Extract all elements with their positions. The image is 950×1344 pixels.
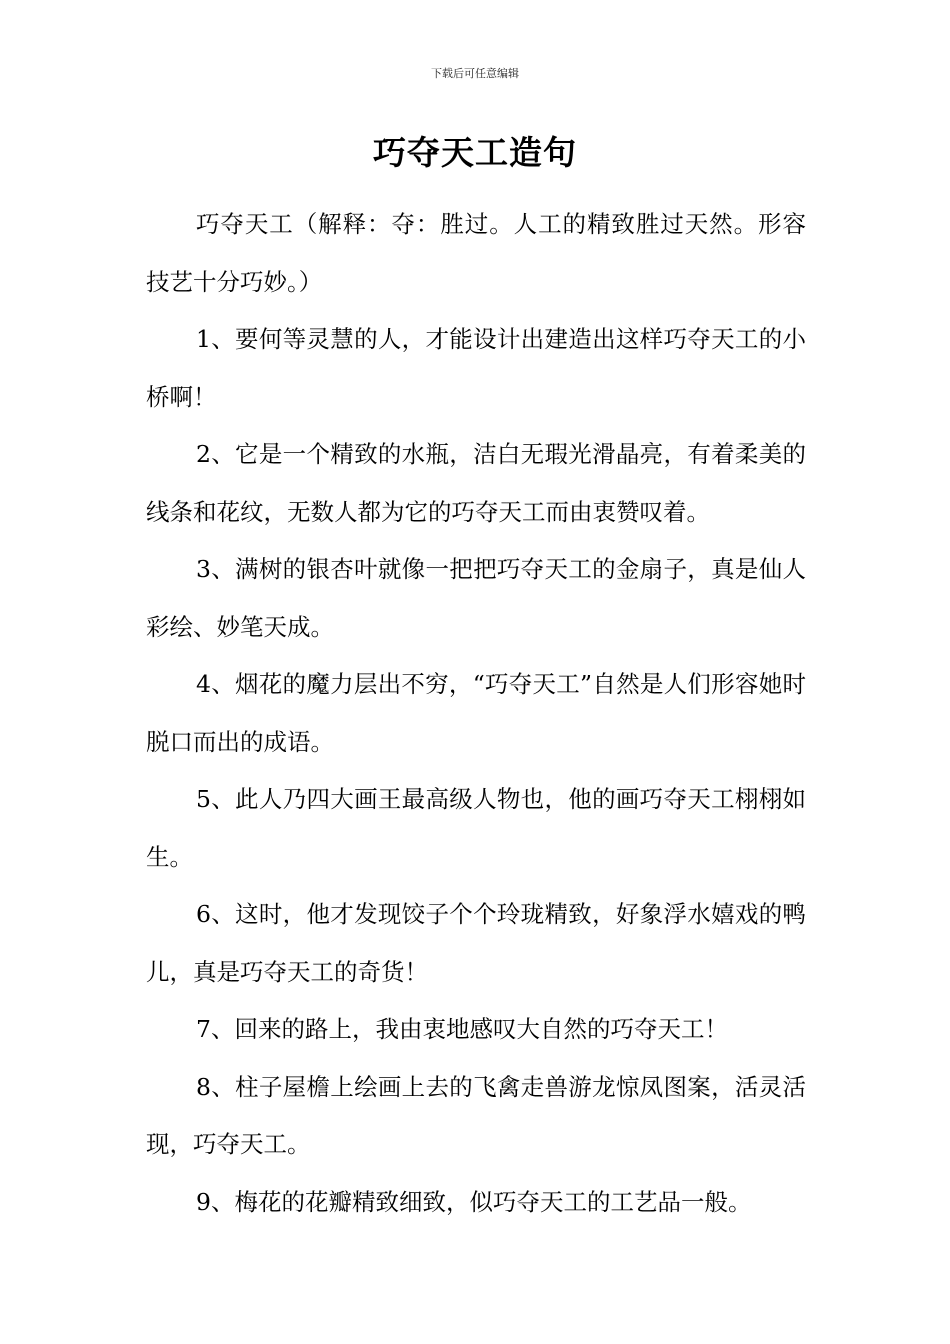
paragraph-sentence-1: 1、要何等灵慧的人，才能设计出建造出这样巧夺天工的小桥啊！ bbox=[146, 325, 806, 411]
paragraph-sentence-5: 5、此人乃四大画王最高级人物也，他的画巧夺天工栩栩如生。 bbox=[146, 785, 806, 871]
document-body bbox=[146, 196, 806, 1231]
paragraph-sentence-7: 7、回来的路上，我由衷地感叹大自然的巧夺天工！ bbox=[196, 1015, 728, 1043]
paragraph-sentence-8: 8、柱子屋檐上绘画上去的飞禽走兽游龙惊凤图案，活灵活现，巧夺天工。 bbox=[146, 1072, 806, 1158]
paragraph-sentence-2: 2、它是一个精致的水瓶，洁白无瑕光滑晶亮，有着柔美的线条和花纹，无数人都为它的巧夺天工而由衷赞叹着。 bbox=[146, 440, 806, 526]
paragraph-sentence-4: 4、烟花的魔力层出不穷，“巧夺天工”自然是人们形容她时脱口而出的成语。 bbox=[146, 670, 806, 756]
paragraph-sentence-6: 6、这时，他才发现饺子个个玲珑精致，好象浮水嬉戏的鸭儿，真是巧夺天工的奇货！ bbox=[146, 900, 806, 986]
page-title: 巧夺天工造句 bbox=[373, 133, 577, 172]
paragraph-sentence-3: 3、满树的银杏叶就像一把把巧夺天工的金扇子，真是仙人彩绘、妙笔天成。 bbox=[146, 555, 806, 641]
header-note: 下载后可任意编辑 bbox=[431, 67, 519, 80]
paragraph-sentence-9: 9、梅花的花瓣精致细致，似巧夺天工的工艺品一般。 bbox=[196, 1187, 752, 1216]
paragraph-definition: 巧夺天工（解释：夺：胜过。人工的精致胜过天然。形容技艺十分巧妙。） bbox=[146, 210, 806, 296]
